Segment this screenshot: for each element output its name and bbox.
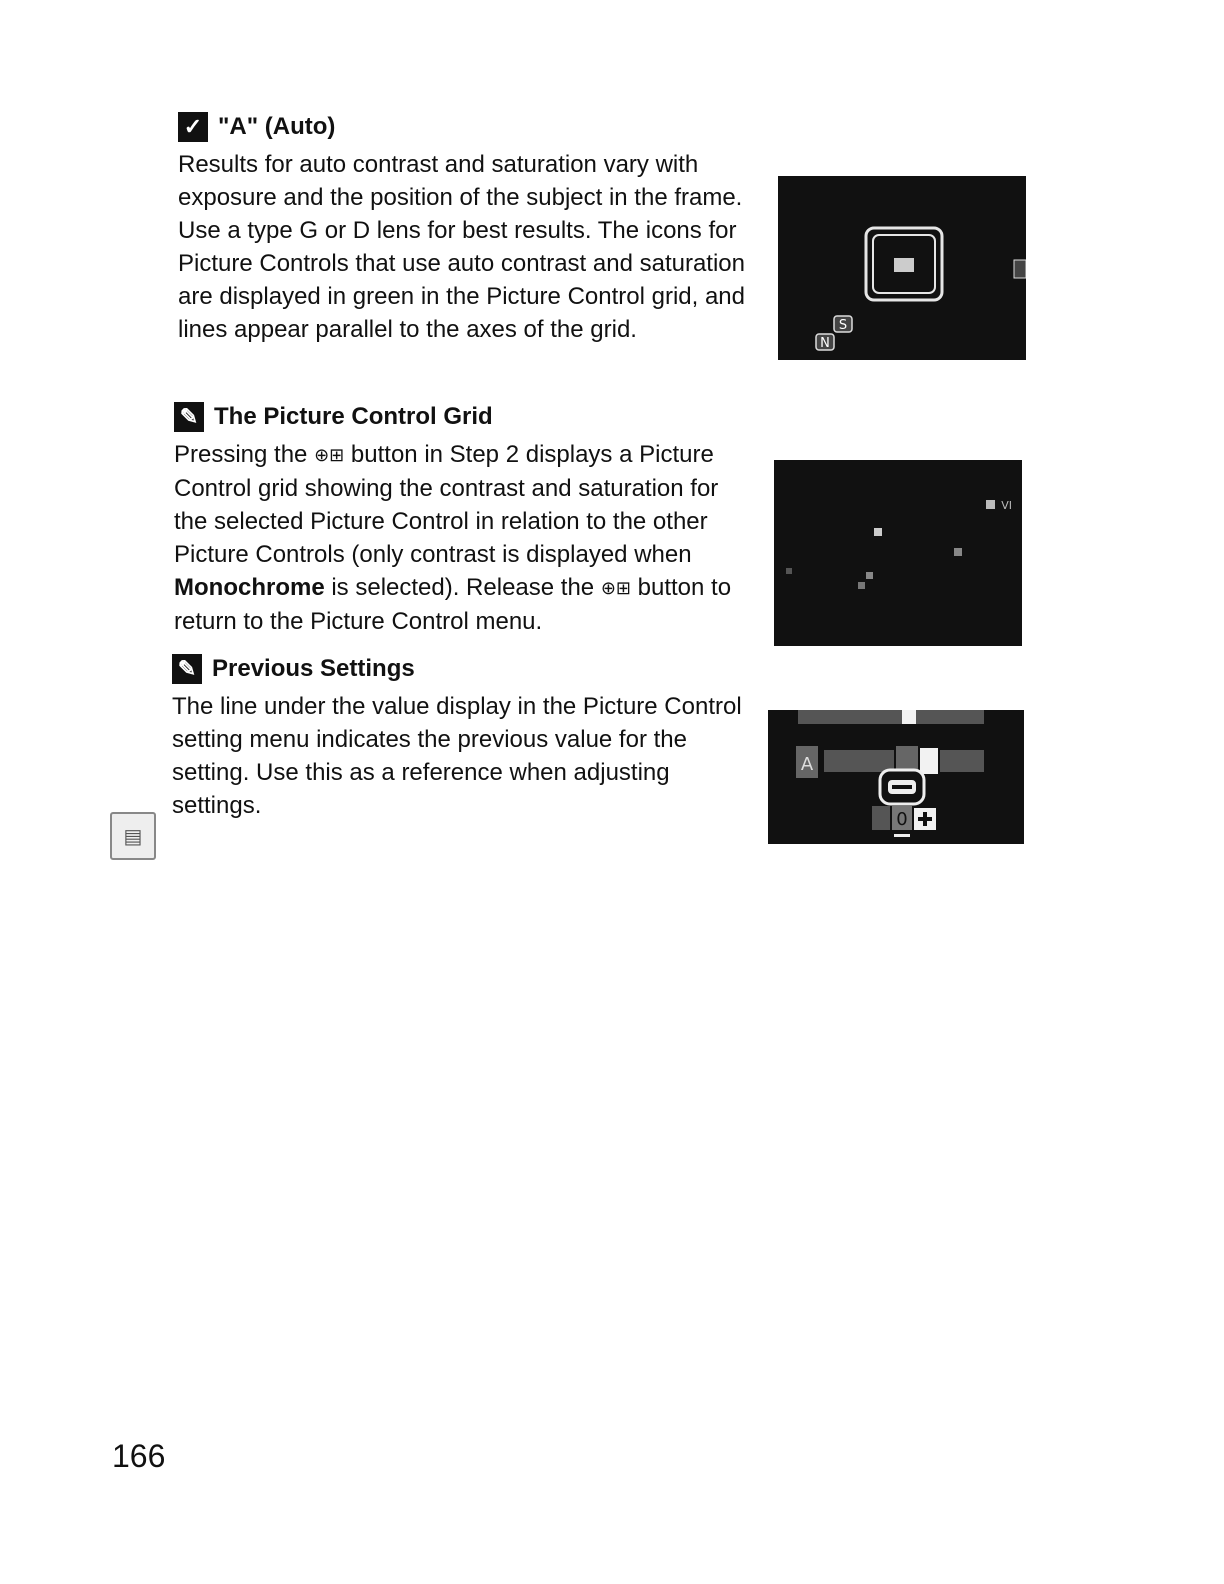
screen-label: 0 — [896, 809, 908, 830]
screen-label: A — [800, 754, 814, 775]
zoom-button-icon: ⊕⊞ — [314, 445, 345, 465]
paragraph-text: Pressing the — [174, 441, 315, 468]
section-title: Previous Settings — [212, 655, 415, 682]
screen-label: VI — [1001, 499, 1012, 512]
section-paragraph — [174, 438, 754, 638]
menu-tab-icon: ▤ — [110, 812, 156, 860]
section-paragraph: The line under the value display in the Picture Control setting menu indicates the previous value for the setting. Use this as a reference when adjusting settings. — [172, 693, 742, 819]
section-heading — [172, 654, 752, 684]
screen-label: S — [838, 318, 848, 333]
paragraph-bold: Monochrome — [174, 574, 325, 601]
paragraph-text: is selected). Release the — [324, 574, 601, 601]
section-auto — [178, 112, 758, 346]
section-previous-settings — [172, 654, 752, 822]
pencil-note-icon: ✎ — [172, 654, 202, 684]
paragraph-text: button in Step 2 displays a Picture Control grid showing the contrast and saturation for the selected Picture Control in relation to the other Picture Controls (only contrast is displayed when — [174, 441, 719, 568]
section-title: "A" (Auto) — [218, 113, 336, 140]
section-heading — [178, 112, 758, 142]
paragraph-text: button to return to the Picture Control menu. — [174, 574, 732, 635]
auto-grid-screen — [778, 176, 1026, 360]
checkmark-note-icon: ✓ — [178, 112, 208, 142]
section-title: The Picture Control Grid — [214, 403, 493, 430]
picture-control-grid-screen — [774, 460, 1022, 646]
screen-label: N — [820, 336, 830, 351]
previous-settings-screen — [768, 710, 1024, 844]
grid-illustration — [774, 460, 1022, 646]
auto-grid-illustration — [778, 176, 1026, 360]
section-paragraph: Results for auto contrast and saturation vary with exposure and the position of the subject in the frame. Use a type G or D lens for best results. The icons for Picture Controls that use auto contrast and saturation are displayed in green in the Picture Control grid, and lines appear parallel to the axes of the grid. — [178, 151, 745, 343]
section-picture-control-grid — [174, 402, 754, 638]
section-heading — [174, 402, 754, 432]
pencil-note-icon: ✎ — [174, 402, 204, 432]
page-number: 166 — [112, 1438, 166, 1474]
zoom-button-icon: ⊕⊞ — [600, 578, 631, 598]
settings-illustration — [768, 710, 1024, 844]
